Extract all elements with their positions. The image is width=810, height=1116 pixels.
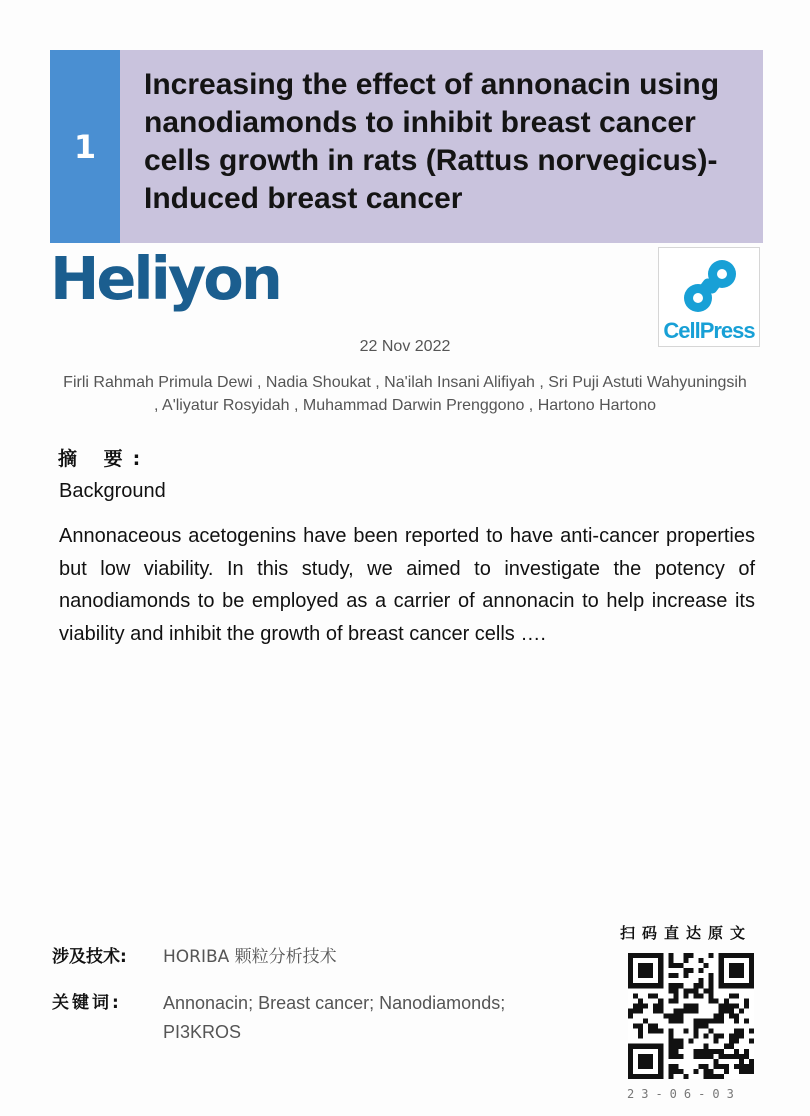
qr-caption: 扫码直达原文 (620, 924, 753, 942)
qr-date: 23-06-03 (627, 1087, 741, 1101)
publisher-name: CellPress (663, 318, 755, 343)
technology-value: HORIBA 颗粒分析技术 (163, 947, 337, 967)
abstract-heading: Background (59, 480, 166, 502)
author-list: Firli Rahmah Primula Dewi , Nadia Shoukat , Na'ilah Insani Alifiyah , Sri Puji Astuti Wahyuningsih , A'liyatur Rosyidah , Muhammad Darwin Prenggono , Hartono Hartono (63, 374, 747, 414)
publication-date: 22 Nov 2022 (359, 338, 451, 355)
qr-code-icon[interactable] (628, 953, 754, 1079)
publisher-logo (658, 247, 760, 347)
title-banner (50, 50, 763, 243)
article-title: Increasing the effect of annonacin using nanodiamonds to inhibit breast cancer cells growth in rats (Rattus norvegicus)-Induced breast cancer (144, 68, 720, 215)
technology-label: 涉及技术: (52, 947, 127, 967)
abstract-body: Annonaceous acetogenins have been reported to have anti-cancer properties but low viability. In this study, we aimed to investigate the potency of nanodiamonds to be employed as a carrier of annonacin to help increase its viability and inhibit the growth of breast cancer cells …. (59, 525, 755, 645)
keywords-value: Annonacin; Breast cancer; Nanodiamonds; PI3KROS (163, 993, 506, 1042)
journal-logo: Heliyon (50, 244, 280, 313)
article-number: 1 (50, 50, 120, 243)
abstract-label: 摘 要: (58, 448, 151, 470)
cellpress-logo-icon (678, 254, 742, 318)
keywords-label: 关键词: (52, 993, 122, 1013)
